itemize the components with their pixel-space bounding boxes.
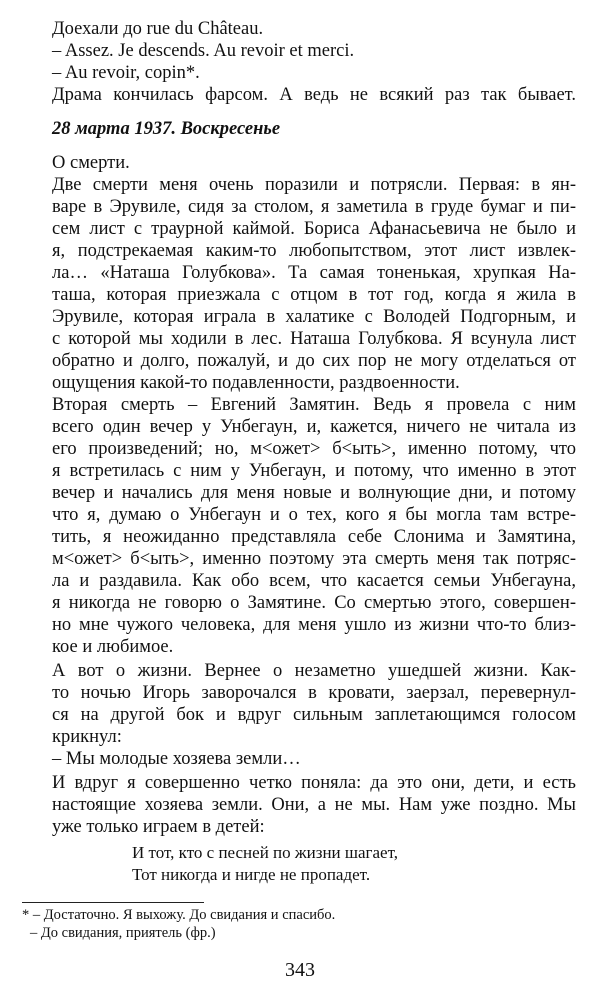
entry-heading: 28 марта 1937. Воскресенье: [52, 119, 281, 139]
text-line: – Au revoir, copin*.: [52, 63, 200, 83]
text-line: я никогда не говорю о Замятине. Со смертью этого, совершен-: [52, 593, 576, 613]
footnote: * – Достаточно. Я выхожу. До свидания и спасибо.: [22, 907, 336, 923]
text-line: Доехали до rue du Château.: [52, 19, 264, 39]
text-line: – Assez. Je descends. Au revoir et merci.: [52, 41, 355, 61]
text-line: ощущения какой-то подавленности, раздвоенности.: [52, 373, 460, 393]
text-line: я встретилась с ним у Унбегаун, и потому, что именно в этот: [52, 461, 576, 481]
footnote: – До свидания, приятель (фр.): [30, 925, 216, 941]
text-line: обратно и долго, пожалуй, и до сих пор не могу отделаться от: [52, 351, 576, 371]
text-line: м<ожет> б<ыть>, именно поэтому эта смерть меня так потряс-: [52, 549, 576, 569]
page-number: 343: [285, 959, 315, 981]
text-line: А вот о жизни. Вернее о незаметно ушедшей жизни. Как-: [52, 661, 576, 681]
text-line: настоящие хозяева земли. Они, а не мы. Нам уже поздно. Мы: [52, 795, 576, 815]
text-line: сем лист с траурной каймой. Бориса Афанасьевича не было и: [52, 219, 576, 239]
text-line: ся на другой бок и вдруг сильным заплетающимся голосом: [52, 705, 576, 725]
text-line: всего один вечер у Унбегаун, и, кажется, ничего не читала из: [52, 417, 576, 437]
text-line: варе в Эрувиле, сидя за столом, я заметила в груде бумаг и пи-: [52, 197, 576, 217]
text-line: его произведений; но, м<ожет> б<ыть>, именно потому, что: [52, 439, 576, 459]
footnote-divider: [22, 902, 204, 903]
text-line: Вторая смерть – Евгений Замятин. Ведь я провела с ним: [52, 395, 576, 415]
text-line: Драма кончилась фарсом. А ведь не всякий раз так бывает.: [52, 85, 576, 105]
verse-line: Тот никогда и нигде не пропадет.: [132, 865, 371, 884]
text-line: крикнул:: [52, 727, 122, 747]
text-line: кое и любимое.: [52, 637, 174, 657]
text-line: – Мы молодые хозяева земли…: [52, 749, 301, 769]
text-line: но мне чужого человека, для меня ушло из жизни что-то близ-: [52, 615, 576, 635]
text-line: вечер и начались для меня новые и волнующие дни, и потому: [52, 483, 576, 503]
text-line: уже только играем в детей:: [52, 817, 265, 837]
text-line: с которой мы ходили в лес. Наташа Голубкова. Я всунула лист: [52, 329, 576, 349]
text-line: О смерти.: [52, 153, 130, 173]
text-line: ла и раздавила. Как обо всем, что касается семьи Унбегауна,: [52, 571, 576, 591]
text-line: то ночью Игорь заворочался в кровати, заерзал, перевернул-: [52, 683, 576, 703]
text-line: Эрувиле, которая играла в халатике с Володей Подгорным, и: [52, 307, 576, 327]
text-line: таша, которая приезжала с отцом в тот год, когда я жила в: [52, 285, 576, 305]
text-line: И вдруг я совершенно четко поняла: да это они, дети, и есть: [52, 773, 576, 793]
text-line: ла… «Наташа Голубкова». Та самая тоненькая, хрупкая На-: [52, 263, 576, 283]
text-line: что я, думаю о Унбегаун и о тех, кого я бы могла там встре-: [52, 505, 576, 525]
verse-line: И тот, кто с песней по жизни шагает,: [132, 843, 398, 862]
text-line: тить, я неожиданно представляла себе Слонима и Замятина,: [52, 527, 576, 547]
text-line: я, подстрекаемая каким-то любопытством, этот лист извлек-: [52, 241, 576, 261]
text-line: Две смерти меня очень поразили и потрясли. Первая: в ян-: [52, 175, 576, 195]
